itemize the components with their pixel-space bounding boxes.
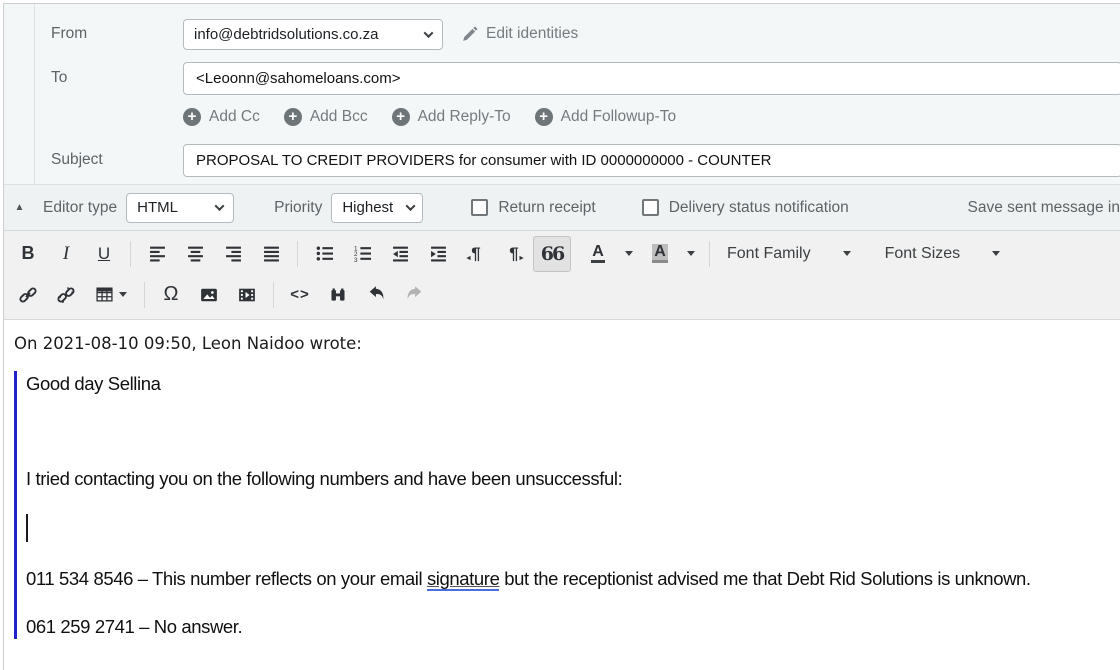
svg-text:2: 2 [353, 251, 358, 259]
reply-attribution: On 2021-08-10 09:50, Leon Naidoo wrote: [14, 334, 362, 353]
toolbar-separator [130, 241, 131, 267]
compose-headers [4, 4, 1120, 184]
indent-icon [430, 245, 447, 262]
priority-value: Highest [342, 199, 394, 216]
link-icon [19, 286, 37, 304]
return-receipt-label: Return receipt [498, 198, 596, 216]
align-right-button[interactable] [214, 236, 252, 272]
to-input[interactable] [183, 62, 1120, 95]
add-bcc-button[interactable] [284, 108, 368, 126]
edit-identities-label: Edit identities [486, 25, 579, 42]
to-row [35, 58, 1120, 98]
special-char-button[interactable]: Ω [163, 283, 179, 305]
return-receipt-checkbox[interactable] [471, 199, 488, 216]
forecolor-a-icon: A [591, 244, 605, 264]
outdent-icon [392, 245, 409, 262]
from-label: From [51, 25, 88, 42]
editor-type-value: HTML [137, 199, 178, 216]
quote-paragraph-2: 061 259 2741 – No answer. [26, 616, 243, 637]
add-cc-button[interactable] [183, 108, 260, 126]
bullet-list-icon [316, 245, 333, 262]
message-body-editor[interactable] [4, 319, 1120, 670]
to-label: To [51, 69, 68, 86]
align-justify-button[interactable] [252, 236, 290, 272]
unlink-icon [57, 286, 75, 304]
font-sizes-label: Font Sizes [884, 244, 961, 262]
edit-identities-button[interactable] [461, 25, 578, 43]
caret-down-icon [843, 251, 851, 256]
add-cc-label: Add Cc [209, 108, 260, 125]
text-caret [26, 514, 28, 542]
delivery-status-label: Delivery status notification [668, 198, 849, 216]
svg-text:1: 1 [353, 245, 358, 253]
toolbar-row-2 [9, 274, 1120, 315]
pencil-icon [461, 26, 478, 43]
table-button[interactable] [85, 277, 137, 313]
quote-paragraph-1: 011 534 8546 – This number reflects on your email signature but the receptionist advised me that Debt Rid Solutions is unknown. [26, 568, 1031, 589]
insert-link-button[interactable] [9, 277, 47, 313]
add-recipients-row [35, 98, 1120, 136]
caret-down-icon [625, 251, 633, 256]
add-followup-to-button[interactable] [535, 108, 676, 126]
bullet-list-button[interactable] [305, 236, 343, 272]
from-select[interactable] [183, 19, 443, 50]
header-fields [35, 4, 1120, 184]
forecolor-dropdown-button[interactable] [617, 236, 635, 272]
quote-intro: I tried contacting you on the following numbers and have been unsuccessful: [26, 468, 623, 489]
chevron-down-icon [215, 201, 225, 211]
underline-button[interactable]: U [97, 243, 111, 263]
plus-icon: + [284, 108, 302, 126]
compose-window [3, 3, 1120, 670]
align-right-icon [225, 245, 242, 262]
toolbar-separator [144, 282, 145, 308]
redo-icon [405, 285, 424, 304]
indent-button[interactable] [419, 236, 457, 272]
from-row [35, 10, 1120, 58]
italic-button[interactable]: I [62, 242, 70, 264]
align-left-button[interactable] [138, 236, 176, 272]
source-code-button[interactable]: <> [290, 286, 310, 303]
media-icon [238, 286, 256, 304]
add-reply-to-label: Add Reply-To [417, 108, 511, 125]
svg-text:3: 3 [353, 257, 358, 262]
compose-options-row [4, 184, 1120, 230]
backcolor-button[interactable] [641, 236, 679, 272]
binoculars-icon [329, 286, 347, 304]
backcolor-dropdown-button[interactable] [679, 236, 697, 272]
from-select-value: info@debtridsolutions.co.za [194, 25, 379, 43]
blockquote-button[interactable]: 66 [533, 236, 571, 272]
subject-input[interactable] [183, 144, 1120, 177]
chevron-down-icon [424, 28, 434, 38]
insert-media-button[interactable] [228, 277, 266, 313]
image-icon [200, 286, 218, 304]
outdent-button[interactable] [381, 236, 419, 272]
undo-icon [367, 285, 386, 304]
font-family-dropdown[interactable] [717, 236, 861, 272]
add-followup-to-label: Add Followup-To [560, 108, 677, 125]
subject-label: Subject [51, 151, 103, 168]
priority-select[interactable] [331, 193, 423, 223]
numbered-list-button[interactable] [343, 236, 381, 272]
toolbar-row-1 [9, 233, 1120, 274]
ltr-button[interactable]: ◄ ¶ [457, 236, 495, 272]
align-center-icon [187, 245, 204, 262]
font-family-label: Font Family [727, 244, 811, 262]
editor-type-select[interactable] [126, 193, 234, 223]
plus-icon: + [183, 108, 201, 126]
toolbar-separator [273, 282, 274, 308]
find-replace-button[interactable] [319, 277, 357, 313]
priority-label: Priority [274, 198, 323, 216]
caret-down-icon [992, 251, 1000, 256]
table-icon [96, 286, 113, 303]
align-justify-icon [263, 245, 280, 262]
numbered-list-icon [354, 245, 371, 262]
header-gutter [4, 4, 35, 184]
subject-row [35, 136, 1120, 184]
redo-button[interactable] [395, 277, 433, 313]
add-reply-to-button[interactable] [392, 108, 511, 126]
save-sent-label: Save sent message in [967, 198, 1120, 216]
forecolor-button[interactable] [579, 236, 617, 272]
editor-toolbar [4, 230, 1120, 319]
caret-down-icon [687, 251, 695, 256]
font-sizes-dropdown[interactable] [875, 236, 1011, 272]
insert-image-button[interactable] [190, 277, 228, 313]
backcolor-a-icon: A [652, 244, 668, 264]
quoted-message [14, 371, 1120, 639]
rtl-button[interactable]: ¶ ► [495, 236, 533, 272]
signature-link[interactable]: signature [426, 568, 500, 589]
cursor-line [26, 513, 1120, 543]
collapse-headers-button[interactable]: ▲ [14, 201, 25, 213]
editor-type-label: Editor type [43, 198, 118, 216]
align-center-button[interactable] [176, 236, 214, 272]
toolbar-separator [297, 241, 298, 267]
caret-down-icon [119, 292, 127, 297]
plus-icon: + [535, 108, 553, 126]
quote-greeting: Good day Sellina [26, 373, 161, 394]
delivery-status-checkbox[interactable] [642, 199, 659, 216]
add-bcc-label: Add Bcc [309, 108, 368, 125]
remove-link-button[interactable] [47, 277, 85, 313]
toolbar-separator [709, 241, 710, 267]
chevron-down-icon [406, 201, 416, 211]
bold-button[interactable]: B [21, 243, 35, 263]
undo-button[interactable] [357, 277, 395, 313]
plus-icon: + [392, 108, 410, 126]
align-left-icon [149, 245, 166, 262]
